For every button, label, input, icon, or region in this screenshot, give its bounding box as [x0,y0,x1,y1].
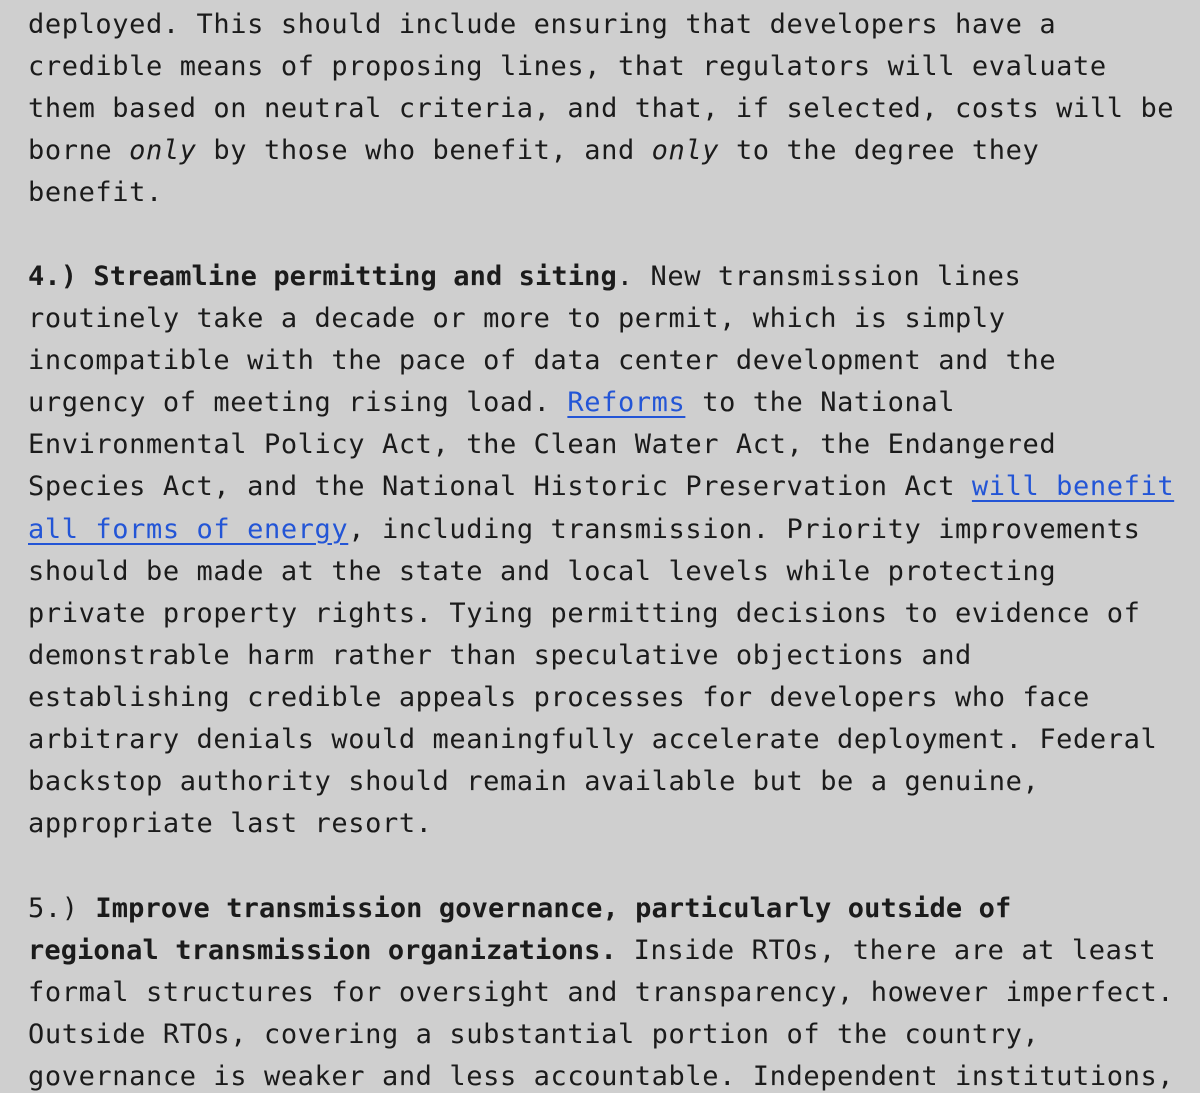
paragraph-permitting [28,256,1174,845]
text-line [28,509,1174,551]
text-line: backstop authority should remain available but be a genuine, [28,766,1040,798]
text-run: by those who benefit, and [196,135,652,167]
section-heading-5-continued: regional transmission organizations. [28,935,617,967]
text-line [28,256,1174,298]
text-line [28,888,1174,930]
text-line: benefit. [28,177,163,209]
text-run: to the National [685,387,956,419]
text-line: appropriate last resort. [28,808,433,840]
text-run: , including transmission. Priority improvements [348,513,1141,545]
section-number-5: 5.) [28,893,96,924]
text-run: to the degree they [719,135,1040,167]
emphasis-only: only [651,135,720,167]
section-heading-4: 4.) Streamline permitting and siting [28,261,617,292]
paragraph-governance [28,888,1174,1093]
text-line: demonstrable harm rather than speculative objections and [28,639,972,671]
benefit-all-energy-link[interactable]: will benefit [971,471,1175,503]
text-line: routinely take a decade or more to permit, which is simply [28,303,1006,335]
text-line [28,466,1174,508]
text-line: incompatible with the pace of data center development and the [28,345,1057,377]
text-line: credible means of proposing lines, that regulators will evaluate [28,51,1107,83]
text-run: Species Act, and the National Historic Preservation Act [28,471,972,503]
text-line [28,382,1174,424]
text-line: should be made at the state and local levels while protecting [28,555,1057,587]
text-line: arbitrary denials would meaningfully accelerate deployment. Federal [28,724,1158,756]
emphasis-only: only [129,135,197,167]
text-run: . New transmission lines [616,261,1022,292]
text-line: Environmental Policy Act, the Clean Water Act, the Endangered [28,429,1057,461]
text-run: urgency of meeting rising load. [28,387,568,419]
paragraph-cost-allocation [28,4,1174,214]
text-line: Outside RTOs, covering a substantial portion of the country, [28,1019,1040,1051]
text-line [28,130,1174,172]
section-heading-5: Improve transmission governance, particularly outside of [95,893,1012,924]
reforms-link[interactable]: Reforms [567,387,686,419]
text-line: governance is weaker and less accountable. Independent institutions, [28,1061,1175,1093]
text-line: establishing credible appeals processes for developers who face [28,681,1090,713]
text-line: them based on neutral criteria, and that, if selected, costs will be [28,93,1175,125]
text-line: private property rights. Tying permitting decisions to evidence of [28,597,1141,629]
text-run: borne [28,135,130,167]
text-line: formal structures for oversight and transparency, however imperfect. [28,977,1175,1009]
text-line [28,930,1174,972]
text-line: deployed. This should include ensuring that developers have a [28,9,1057,40]
text-run: Inside RTOs, there are at least [616,935,1157,967]
benefit-all-energy-link-continued[interactable]: all forms of energy [28,513,349,545]
